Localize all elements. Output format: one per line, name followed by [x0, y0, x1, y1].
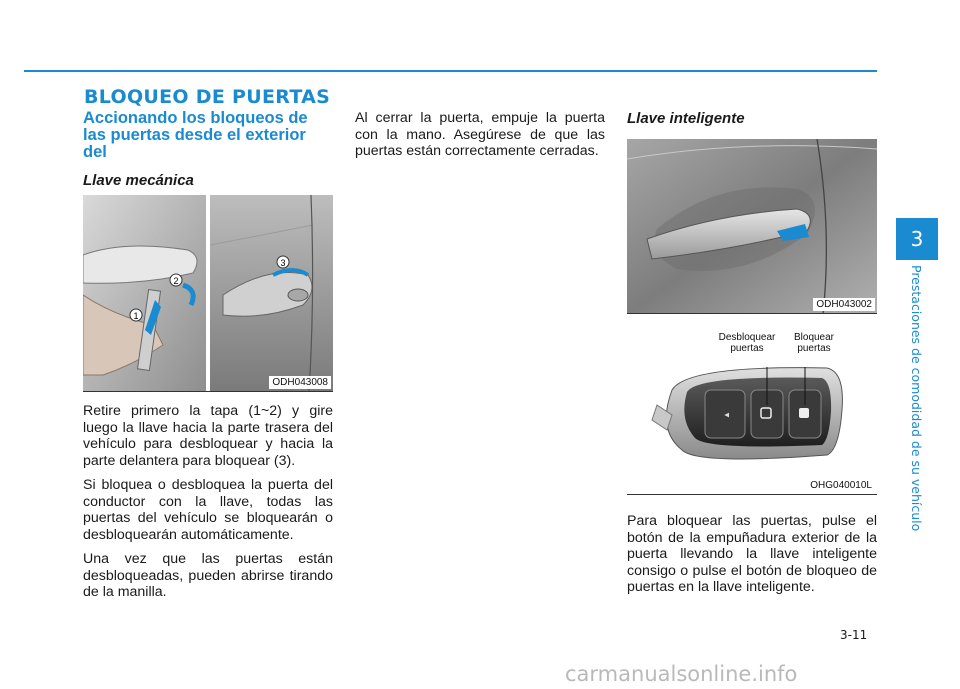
body-text-left [83, 403, 333, 601]
figure-smart-key [627, 320, 877, 495]
figure-caption: ODH043002 [813, 298, 875, 311]
watermark: carmanualsonline.info [565, 662, 798, 686]
door-handle-illustration [627, 139, 877, 314]
figure-caption: OHG040010L [807, 479, 875, 492]
paragraph: Si bloquea o desbloquea la puerta del conductor con la llave, todas las puertas del vehículo se bloquearán o desbloquearán automáticamente. [83, 477, 333, 543]
chapter-title: Prestaciones de comodidad de su vehículo [909, 265, 924, 532]
paragraph: Al cerrar la puerta, empuje la puerta con la mano. Asegúrese de que las puertas están correctamente cerradas. [355, 110, 605, 159]
label-lock-doors: Bloquear puertas [793, 332, 835, 354]
paragraph: Una vez que las puertas están desbloqueadas, pueden abrirse tirando de la manilla. [83, 551, 333, 600]
paragraph: Para bloquear las puertas, pulse el botón de la empuñadura exterior de la puerta llevando la llave inteligente consigo o pulse el botón de bloqueo de puertas en la llave inteligente. [627, 513, 877, 595]
paragraph: Retire primero la tapa (1~2) y gire luego la llave hacia la parte trasera del vehículo para desbloquear y hacia la parte delantera para bloquear (3). [83, 403, 333, 469]
page-number: 3-11 [840, 628, 868, 642]
callout-3: 3 [280, 258, 286, 268]
subheading-mechanical-key: Llave mecánica [83, 172, 194, 189]
top-rule [24, 70, 877, 72]
heading-exterior-locking: Accionando los bloqueos de las puertas desde el exterior del [83, 109, 308, 161]
callout-1: 1 [133, 311, 139, 321]
column-middle [355, 110, 605, 168]
mechanical-key-illustration [83, 195, 333, 392]
section-title: BLOQUEO DE PUERTAS [84, 86, 331, 108]
subheading-smart-key: Llave inteligente [627, 110, 745, 127]
lock-icon [799, 408, 809, 418]
chapter-title-vertical [908, 265, 926, 535]
callout-2: 2 [173, 276, 179, 286]
figure-mechanical-key [83, 195, 333, 392]
body-text-right [627, 513, 877, 596]
body-text-middle [355, 110, 605, 160]
svg-text:▲: ▲ [722, 411, 731, 419]
figure-door-handle [627, 139, 877, 314]
column-left [83, 110, 333, 609]
column-right [627, 110, 877, 604]
chapter-number-tab: 3 [896, 218, 938, 260]
figure-caption: ODH043008 [269, 376, 331, 389]
label-unlock-doors: Desbloquear puertas [718, 332, 776, 354]
